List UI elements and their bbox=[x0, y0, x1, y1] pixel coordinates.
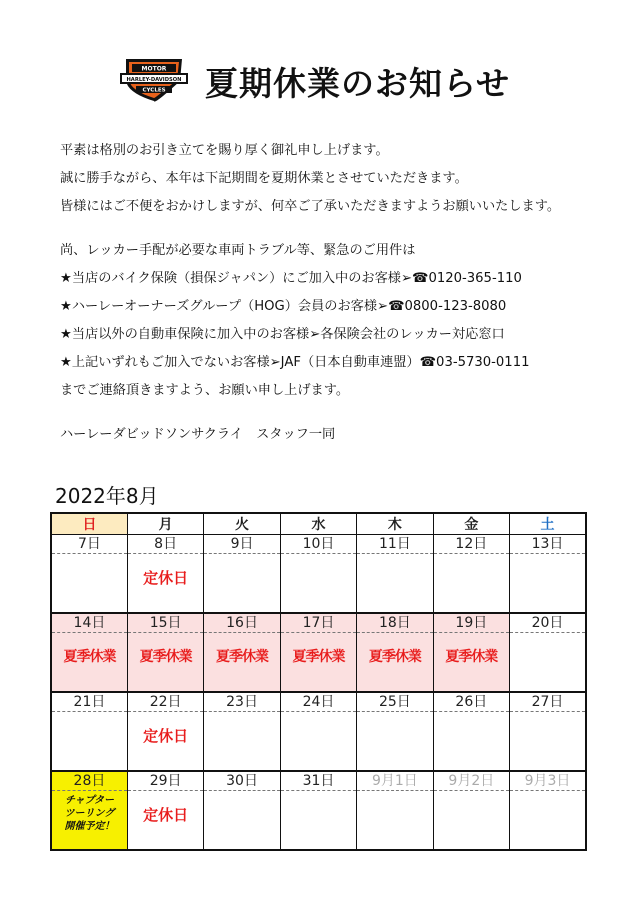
touring-event-line: チャプター bbox=[64, 795, 114, 806]
day-cell bbox=[510, 535, 586, 614]
day-cell bbox=[204, 613, 280, 692]
harley-davidson-logo bbox=[120, 55, 188, 103]
day-number: 27日 bbox=[510, 693, 585, 712]
day-number: 17日 bbox=[281, 614, 356, 633]
day-cell bbox=[280, 613, 356, 692]
day-number: 18日 bbox=[357, 614, 432, 633]
day-cell bbox=[357, 771, 433, 850]
weekday-thursday: 木 bbox=[357, 513, 433, 535]
day-number: 13日 bbox=[510, 535, 585, 554]
logo-text-bottom: CYCLES bbox=[142, 87, 166, 94]
calendar-month-label: 2022年8月 bbox=[55, 484, 159, 508]
day-cell bbox=[51, 692, 127, 771]
calendar-week bbox=[51, 535, 586, 614]
day-cell bbox=[357, 535, 433, 614]
summer-holiday-label: 夏季休業 bbox=[292, 649, 345, 665]
logo-text-middle: HARLEY-DAVIDSON bbox=[126, 77, 182, 83]
weekday-header-row bbox=[51, 513, 586, 535]
day-number: 9月2日 bbox=[434, 772, 509, 791]
day-number: 28日 bbox=[52, 772, 127, 791]
logo-text-top: MOTOR bbox=[141, 65, 167, 73]
weekday-tuesday: 火 bbox=[204, 513, 280, 535]
day-number: 12日 bbox=[434, 535, 509, 554]
emergency-contact-hog: ★ハーレーオーナーズグループ（HOG）会員のお客様➢☎0800-123-8080 bbox=[60, 299, 507, 314]
day-number: 25日 bbox=[357, 693, 432, 712]
day-number: 29日 bbox=[128, 772, 203, 791]
day-number: 8日 bbox=[128, 535, 203, 554]
emergency-contact-bike-insurance: ★当店のバイク保険（損保ジャパン）にご加入中のお客様➢☎0120-365-110 bbox=[60, 271, 522, 286]
touring-event-note bbox=[52, 794, 127, 833]
calendar-week bbox=[51, 613, 586, 692]
day-number: 23日 bbox=[204, 693, 279, 712]
day-cell bbox=[204, 692, 280, 771]
day-number: 9月3日 bbox=[510, 772, 585, 791]
message-line: 皆様にはご不便をおかけしますが、何卒ご了承いただきますようお願いいたします。 bbox=[60, 199, 561, 214]
day-number: 20日 bbox=[510, 614, 585, 633]
emergency-contact-other-insurance: ★当店以外の自動車保険に加入中のお客様➢各保険会社のレッカー対応窓口 bbox=[60, 327, 505, 342]
touring-event-line: 開催予定！ bbox=[64, 821, 115, 832]
message-line: 誠に勝手ながら、本年は下記期間を夏期休業とさせていただきます。 bbox=[60, 171, 468, 186]
closed-day-label: 定休日 bbox=[143, 806, 189, 824]
day-cell bbox=[127, 613, 203, 692]
day-number: 31日 bbox=[281, 772, 356, 791]
day-number: 24日 bbox=[281, 693, 356, 712]
day-cell bbox=[51, 613, 127, 692]
calendar-week bbox=[51, 692, 586, 771]
day-cell bbox=[204, 535, 280, 614]
day-number: 19日 bbox=[434, 614, 509, 633]
day-cell bbox=[127, 692, 203, 771]
day-cell bbox=[433, 692, 509, 771]
emergency-closing: までご連絡頂きますよう、お願い申し上げます。 bbox=[60, 383, 350, 398]
day-cell bbox=[510, 613, 586, 692]
closed-day-label: 定休日 bbox=[143, 727, 189, 745]
closed-day-label: 定休日 bbox=[143, 569, 189, 587]
day-number: 26日 bbox=[434, 693, 509, 712]
summer-holiday-label: 夏季休業 bbox=[139, 649, 192, 665]
day-cell bbox=[127, 535, 203, 614]
day-cell bbox=[127, 771, 203, 850]
day-cell bbox=[433, 535, 509, 614]
day-number: 30日 bbox=[204, 772, 279, 791]
page-title: 夏期休業のお知らせ bbox=[205, 64, 511, 103]
day-number: 15日 bbox=[128, 614, 203, 633]
day-cell bbox=[204, 771, 280, 850]
day-cell bbox=[433, 613, 509, 692]
weekday-friday: 金 bbox=[433, 513, 509, 535]
summer-holiday-label: 夏季休業 bbox=[216, 649, 269, 665]
message-line: 平素は格別のお引き立てを賜り厚く御礼申し上げます。 bbox=[60, 143, 389, 158]
summer-holiday-label: 夏季休業 bbox=[368, 649, 421, 665]
weekday-monday: 月 bbox=[127, 513, 203, 535]
emergency-contact-jaf: ★上記いずれもご加入でないお客様➢JAF（日本自動車連盟）☎03-5730-0111 bbox=[60, 355, 530, 370]
day-number: 9月1日 bbox=[357, 772, 432, 791]
summer-holiday-label: 夏季休業 bbox=[445, 649, 498, 665]
summer-holiday-label: 夏季休業 bbox=[63, 649, 116, 665]
day-cell bbox=[357, 613, 433, 692]
weekday-sunday: 日 bbox=[51, 513, 127, 535]
day-cell bbox=[280, 535, 356, 614]
day-cell bbox=[433, 771, 509, 850]
weekday-saturday: 土 bbox=[510, 513, 586, 535]
day-cell bbox=[510, 692, 586, 771]
day-cell bbox=[510, 771, 586, 850]
calendar-table bbox=[50, 512, 587, 851]
day-number: 22日 bbox=[128, 693, 203, 712]
calendar-week bbox=[51, 771, 586, 850]
day-number: 16日 bbox=[204, 614, 279, 633]
day-number: 11日 bbox=[357, 535, 432, 554]
signature: ハーレーダビッドソンサクライ スタッフ一同 bbox=[60, 427, 336, 442]
day-number: 14日 bbox=[52, 614, 127, 633]
emergency-intro: 尚、レッカー手配が必要な車両トラブル等、緊急のご用件は bbox=[60, 243, 416, 258]
day-cell bbox=[357, 692, 433, 771]
day-number: 7日 bbox=[52, 535, 127, 554]
weekday-wednesday: 水 bbox=[280, 513, 356, 535]
day-cell bbox=[280, 771, 356, 850]
touring-event-line: ツーリング bbox=[64, 808, 115, 819]
day-number: 9日 bbox=[204, 535, 279, 554]
day-cell bbox=[51, 771, 127, 850]
day-number: 10日 bbox=[281, 535, 356, 554]
day-cell bbox=[280, 692, 356, 771]
day-number: 21日 bbox=[52, 693, 127, 712]
day-cell bbox=[51, 535, 127, 614]
